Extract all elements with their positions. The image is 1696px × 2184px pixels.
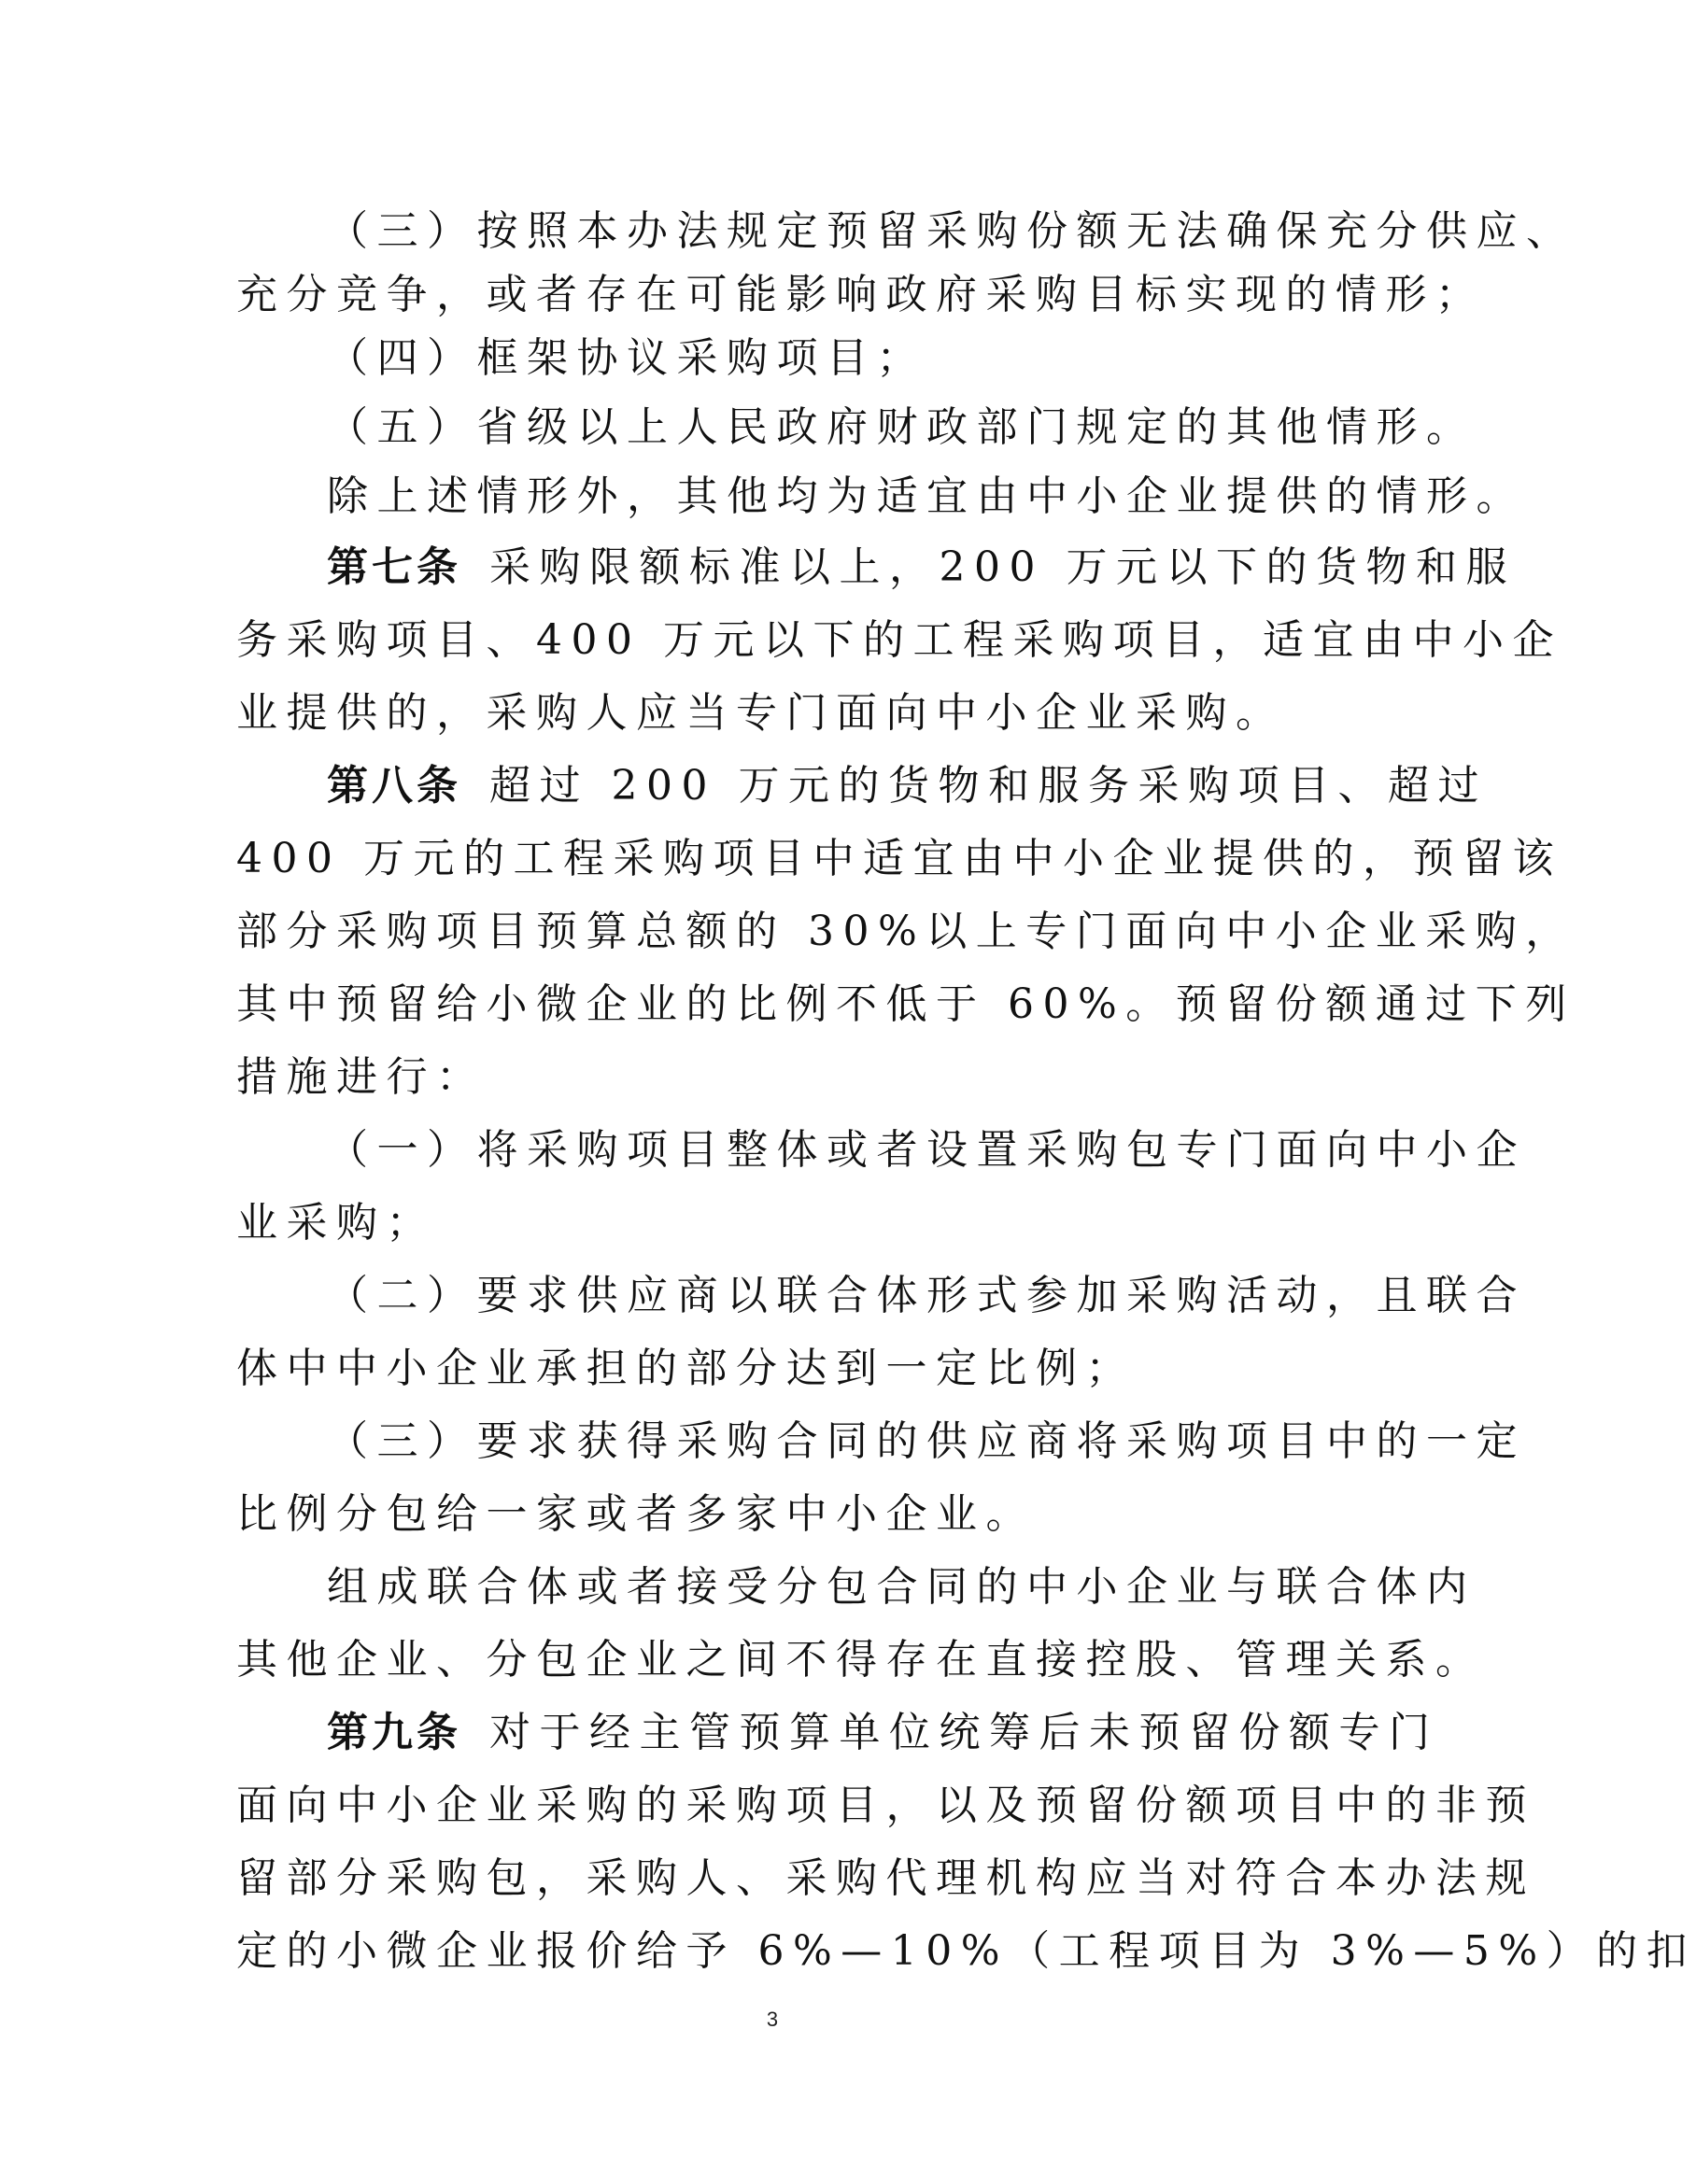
text-line: 措施进行： — [236, 1053, 487, 1101]
page-number: 3 — [766, 2008, 779, 2031]
text-line: 充分竞争，或者存在可能影响政府采购目标实现的情形； — [236, 271, 1486, 318]
article-line — [327, 758, 1488, 814]
text-line: 部分采购项目预算总额的 30%以上专门面向中小企业采购， — [236, 908, 1576, 955]
text-line: 业提供的，采购人应当专门面向中小企业采购。 — [236, 689, 1286, 737]
text-line: （二）要求供应商以联合体形式参加采购活动，且联合 — [327, 1272, 1526, 1319]
article-text: 超过 200 万元的货物和服务采购项目、超过 — [489, 762, 1488, 810]
text-line: 其他企业、分包企业之间不得存在直接控股、管理关系。 — [236, 1636, 1486, 1684]
text-line: 除上述情形外，其他均为适宜由中小企业提供的情形。 — [327, 472, 1526, 520]
article-heading: 第九条 — [327, 1709, 461, 1756]
text-line: 其中预留给小微企业的比例不低于 60%。预留份额通过下列 — [236, 980, 1576, 1028]
article-text: 对于经主管预算单位统筹后未预留份额专门 — [489, 1709, 1439, 1756]
article-line — [327, 540, 1516, 596]
article-heading: 第八条 — [327, 762, 461, 810]
text-line: 留部分采购包，采购人、采购代理机构应当对符合本办法规 — [236, 1854, 1535, 1902]
article-heading: 第七条 — [327, 543, 461, 591]
text-line: 体中中小企业承担的部分达到一定比例； — [236, 1345, 1136, 1392]
text-line: 面向中小企业采购的采购项目，以及预留份额项目中的非预 — [236, 1782, 1535, 1829]
text-line: （三）按照本办法规定预留采购份额无法确保充分供应、 — [327, 207, 1576, 255]
text-line: （五）省级以上人民政府财政部门规定的其他情形。 — [327, 403, 1477, 451]
text-line: 业采购； — [236, 1199, 436, 1247]
text-line: 定的小微企业报价给予 6%—10%（工程项目为 3%—5%）的扣 — [236, 1927, 1696, 1975]
text-line: 组成联合体或者接受分包合同的中小企业与联合体内 — [327, 1563, 1477, 1611]
article-text: 采购限额标准以上，200 万元以下的货物和服 — [489, 543, 1516, 591]
article-line — [327, 1705, 1439, 1761]
text-line: （一）将采购项目整体或者设置采购包专门面向中小企 — [327, 1126, 1526, 1174]
text-line: 务采购项目、400 万元以下的工程采购项目，适宜由中小企 — [236, 616, 1562, 664]
text-line: （三）要求获得采购合同的供应商将采购项目中的一定 — [327, 1417, 1526, 1465]
text-line: （四）框架协议采购项目； — [327, 334, 926, 382]
text-line: 400 万元的工程采购项目中适宜由中小企业提供的，预留该 — [236, 835, 1562, 882]
text-line: 比例分包给一家或者多家中小企业。 — [236, 1490, 1036, 1538]
